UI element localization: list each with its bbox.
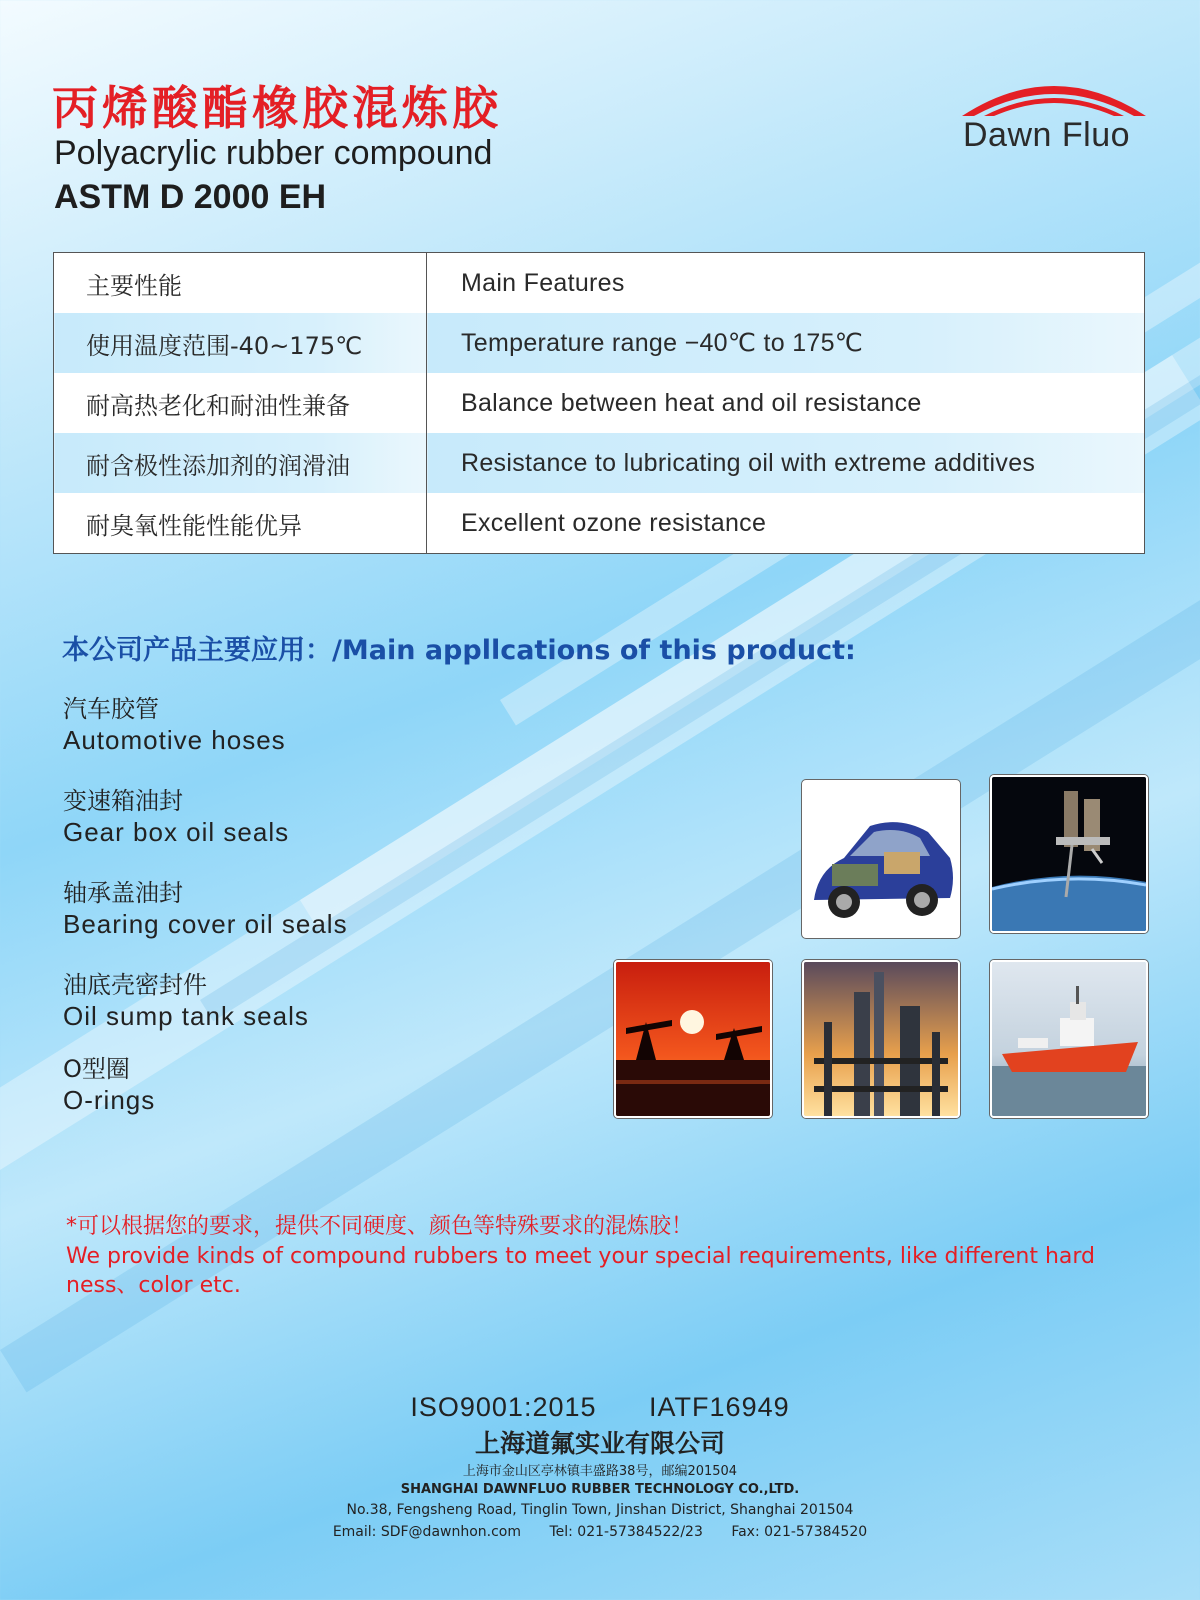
certifications	[0, 1392, 1200, 1423]
email-text: Email: SDF@dawnhon.com	[332, 1524, 522, 1540]
application-cn: 变速箱油封	[63, 787, 183, 815]
list-item	[63, 694, 286, 756]
application-en: Automotive hoses	[63, 725, 286, 755]
table-row	[54, 253, 1145, 314]
feature-cn-cell: 主要性能	[54, 253, 427, 314]
feature-cn-cell: 使用温度范围-40~175℃	[54, 313, 427, 373]
certification-iso: ISO9001:2015	[410, 1392, 597, 1422]
table-row	[54, 373, 1145, 433]
company-name-en: SHANGHAI DAWNFLUO RUBBER TECHNOLOGY CO.,LTD.	[400, 1482, 800, 1497]
features-table	[53, 252, 1145, 554]
table-row	[54, 493, 1145, 554]
feature-cn-cell: 耐含极性添加剂的润滑油	[54, 433, 427, 493]
ship-photo	[990, 960, 1148, 1118]
refinery-photo	[802, 960, 960, 1118]
application-cn: O型圈	[63, 1055, 130, 1083]
feature-en-cell: Temperature range −40℃ to 175℃	[427, 313, 1145, 373]
page-title-en: Polyacrylic rubber compound	[54, 134, 493, 172]
feature-en-cell: Resistance to lubricating oil with extreme additives	[427, 433, 1145, 493]
standard-code: ASTM D 2000 EH	[54, 178, 327, 216]
application-cn: 轴承盖油封	[63, 879, 183, 907]
contact-info	[0, 1524, 1200, 1540]
feature-en-cell: Balance between heat and oil resistance	[461, 388, 922, 417]
logo-arc-icon	[962, 78, 1146, 118]
feature-en-cell: Main Features	[461, 268, 625, 297]
page-title-cn: 丙烯酸酯橡胶混炼胶	[52, 81, 502, 135]
car-cutaway-photo	[802, 780, 960, 938]
application-cn: 油底壳密封件	[63, 971, 207, 999]
oil-pump-sunset-photo	[614, 960, 772, 1118]
space-station-photo	[990, 775, 1148, 933]
company-name-cn: 上海道氟实业有限公司	[474, 1429, 725, 1458]
note-en: We provide kinds of compound rubbers to meet your special requirements, like different hard ness、color etc.	[66, 1244, 1096, 1298]
application-en: Bearing cover oil seals	[63, 909, 348, 939]
address-en: No.38, Fengsheng Road, Tinglin Town, Jinshan District, Shanghai 201504	[346, 1502, 854, 1518]
applications-heading: 本公司产品主要应用：/Main appllcations of this product:	[62, 635, 856, 666]
application-cn: 汽车胶管	[63, 695, 159, 723]
dawn-fluo-logo	[958, 78, 1148, 158]
list-item	[63, 1054, 155, 1116]
address-cn: 上海市金山区亭林镇丰盛路38号，邮编201504	[462, 1464, 738, 1479]
table-row	[54, 433, 1145, 493]
feature-en-cell: Excellent ozone resistance	[461, 508, 767, 537]
application-en: Gear box oil seals	[63, 817, 290, 847]
feature-cn-cell: 耐臭氧性能性能优异	[54, 493, 427, 554]
tel-text: Tel: 021-57384522/23	[549, 1524, 703, 1540]
list-item	[63, 786, 289, 848]
fax-text: Fax: 021-57384520	[731, 1524, 868, 1540]
note-cn: *可以根据您的要求，提供不同硬度、颜色等特殊要求的混炼胶！	[66, 1214, 694, 1239]
application-en: O-rings	[63, 1085, 156, 1115]
table-row	[54, 313, 1145, 373]
application-en: Oil sump tank seals	[63, 1001, 309, 1031]
certification-iatf: IATF16949	[649, 1392, 790, 1422]
list-item	[63, 970, 309, 1032]
custom-requirements-note	[66, 1212, 1146, 1300]
list-item	[63, 878, 348, 940]
feature-cn-cell: 耐高热老化和耐油性兼备	[54, 373, 427, 433]
logo-text: Dawn Fluo	[963, 116, 1131, 154]
